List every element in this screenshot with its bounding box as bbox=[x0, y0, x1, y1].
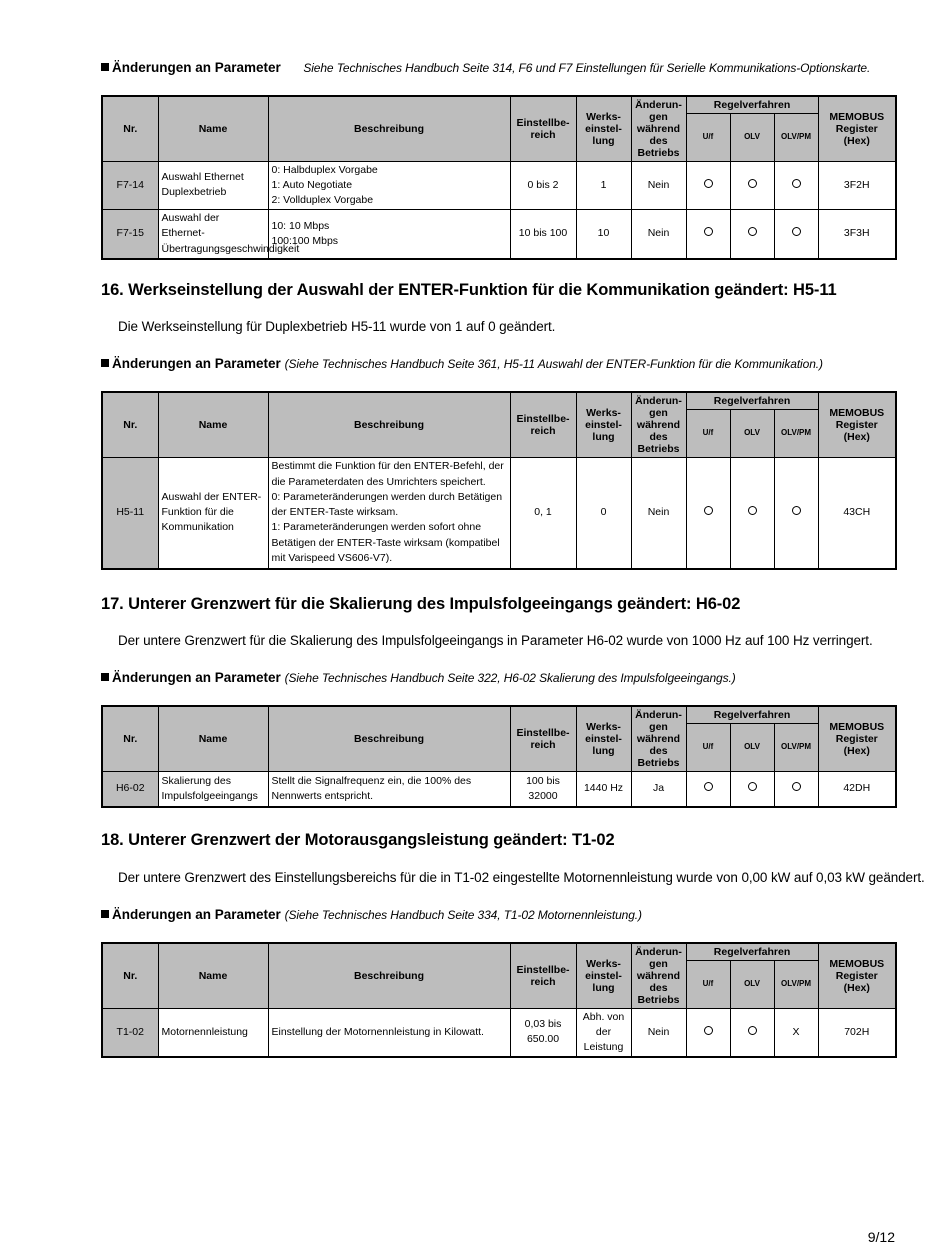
available-circle-icon bbox=[748, 179, 757, 188]
header-olvpm: OLV/PM bbox=[774, 409, 818, 457]
header-olvpm: OLV/PM bbox=[774, 723, 818, 771]
header-memobus: MEMOBUS Register (Hex) bbox=[818, 706, 896, 771]
memobus-register: 42DH bbox=[818, 771, 896, 807]
control-mode-olv bbox=[730, 771, 774, 807]
header-nr: Nr. bbox=[102, 96, 158, 161]
description-line: Einstellung der Motornennleistung in Kilowatt. bbox=[271, 1025, 484, 1038]
param-range: 0,03 bis 650.00 bbox=[510, 1008, 576, 1057]
control-mode-olvpm bbox=[774, 1008, 818, 1057]
bullet-square-icon bbox=[101, 673, 109, 681]
param-change-during-run: Nein bbox=[631, 1008, 686, 1057]
header-uf: U/f bbox=[686, 409, 730, 457]
header-aenderungen: Änderun-gen während des Betriebs bbox=[631, 706, 686, 771]
header-olv: OLV bbox=[730, 409, 774, 457]
param-range: 0 bis 2 bbox=[510, 161, 576, 210]
available-circle-icon bbox=[792, 179, 801, 188]
param-description bbox=[268, 457, 510, 569]
available-circle-icon bbox=[748, 782, 757, 791]
control-mode-olvpm bbox=[774, 210, 818, 259]
control-mode-olv bbox=[730, 1008, 774, 1057]
description-line: 2: Vollduplex Vorgabe bbox=[271, 193, 374, 206]
parameter-table bbox=[101, 942, 897, 1058]
section-heading: 17. Unterer Grenzwert für die Skalierung des Impulsfolgeeingangs geändert: H6-02 bbox=[101, 595, 741, 613]
header-werkseinstellung: Werks-einstel-lung bbox=[576, 392, 631, 457]
control-mode-value: X bbox=[792, 1025, 800, 1038]
header-name: Name bbox=[158, 706, 268, 771]
param-description bbox=[268, 161, 510, 210]
header-aenderungen: Änderun-gen während des Betriebs bbox=[631, 392, 686, 457]
description-line: 10: 10 Mbps bbox=[271, 219, 330, 232]
header-beschreibung: Beschreibung bbox=[268, 706, 510, 771]
param-default: 0 bbox=[576, 457, 631, 569]
param-label: Änderungen an Parameter bbox=[112, 60, 281, 75]
param-change-line bbox=[101, 907, 642, 922]
header-regelverfahren: Regelverfahren bbox=[686, 392, 818, 409]
header-nr: Nr. bbox=[102, 706, 158, 771]
parameter-table bbox=[101, 705, 897, 808]
control-mode-uf bbox=[686, 210, 730, 259]
param-label: Änderungen an Parameter bbox=[112, 670, 281, 685]
manual-reference: (Siehe Technisches Handbuch Seite 322, H6-02 Skalierung des Impulsfolgeeingangs.) bbox=[284, 671, 736, 685]
param-change-during-run: Ja bbox=[631, 771, 686, 807]
manual-reference: (Siehe Technisches Handbuch Seite 334, T1-02 Motornennleistung.) bbox=[284, 908, 642, 922]
control-mode-uf bbox=[686, 1008, 730, 1057]
param-range: 0, 1 bbox=[510, 457, 576, 569]
section-text: Der untere Grenzwert des Einstellungsbereichs für die in T1-02 eingestellte Motornennleistung wurde von 0,00 kW auf 0,03 kW geändert. bbox=[118, 870, 925, 885]
param-change-during-run: Nein bbox=[631, 457, 686, 569]
header-name: Name bbox=[158, 96, 268, 161]
section-text: Der untere Grenzwert für die Skalierung des Impulsfolgeeingangs in Parameter H6-02 wurde von 1000 Hz auf 100 Hz verringert. bbox=[118, 633, 873, 648]
param-name: Auswahl der ENTER-Funktion für die Kommunikation bbox=[158, 457, 268, 569]
available-circle-icon bbox=[704, 782, 713, 791]
section-heading: 18. Unterer Grenzwert der Motorausgangsleistung geändert: T1-02 bbox=[101, 831, 615, 849]
header-olv: OLV bbox=[730, 113, 774, 161]
header-aenderungen: Änderun-gen während des Betriebs bbox=[631, 943, 686, 1008]
param-change-line bbox=[101, 356, 823, 371]
header-olvpm: OLV/PM bbox=[774, 960, 818, 1008]
header-nr: Nr. bbox=[102, 392, 158, 457]
param-description bbox=[268, 771, 510, 807]
param-name: Skalierung des Impulsfolgeeingangs bbox=[158, 771, 268, 807]
header-olv: OLV bbox=[730, 960, 774, 1008]
control-mode-olvpm bbox=[774, 771, 818, 807]
param-range: 100 bis 32000 bbox=[510, 771, 576, 807]
param-default: 1440 Hz bbox=[576, 771, 631, 807]
memobus-register: 43CH bbox=[818, 457, 896, 569]
param-default: 10 bbox=[576, 210, 631, 259]
param-name: Auswahl Ethernet Duplexbetrieb bbox=[158, 161, 268, 210]
control-mode-olvpm bbox=[774, 457, 818, 569]
param-number: T1-02 bbox=[102, 1008, 158, 1057]
header-memobus: MEMOBUS Register (Hex) bbox=[818, 96, 896, 161]
header-olv: OLV bbox=[730, 723, 774, 771]
header-uf: U/f bbox=[686, 723, 730, 771]
description-line: Bestimmt die Funktion für den ENTER-Befehl, der die Parameterdaten des Umrichters speichert. bbox=[271, 460, 504, 488]
description-line: 0: Halbduplex Vorgabe bbox=[271, 163, 378, 176]
header-einstellbereich: Einstellbe-reich bbox=[510, 96, 576, 161]
header-regelverfahren: Regelverfahren bbox=[686, 706, 818, 723]
available-circle-icon bbox=[792, 506, 801, 515]
header-werkseinstellung: Werks-einstel-lung bbox=[576, 706, 631, 771]
param-change-during-run: Nein bbox=[631, 161, 686, 210]
header-werkseinstellung: Werks-einstel-lung bbox=[576, 96, 631, 161]
description-line: 1: Parameteränderungen werden sofort ohne Betätigen der ENTER-Taste wirksam (kompatibel mit Varispeed VS606-V7). bbox=[271, 521, 500, 564]
header-olvpm: OLV/PM bbox=[774, 113, 818, 161]
header-name: Name bbox=[158, 392, 268, 457]
param-range: 10 bis 100 bbox=[510, 210, 576, 259]
control-mode-uf bbox=[686, 771, 730, 807]
table-row bbox=[102, 210, 896, 259]
header-regelverfahren: Regelverfahren bbox=[686, 96, 818, 113]
memobus-register: 3F2H bbox=[818, 161, 896, 210]
header-uf: U/f bbox=[686, 113, 730, 161]
param-name: Motornennleistung bbox=[158, 1008, 268, 1057]
header-einstellbereich: Einstellbe-reich bbox=[510, 392, 576, 457]
parameter-table bbox=[101, 391, 897, 570]
param-label: Änderungen an Parameter bbox=[112, 907, 281, 922]
available-circle-icon bbox=[704, 1026, 713, 1035]
param-name: Auswahl der Ethernet-Übertragungsgeschwindigkeit bbox=[158, 210, 268, 259]
control-mode-olv bbox=[730, 161, 774, 210]
parameter-table bbox=[101, 95, 897, 260]
control-mode-olv bbox=[730, 457, 774, 569]
param-label: Änderungen an Parameter bbox=[112, 356, 281, 371]
available-circle-icon bbox=[792, 782, 801, 791]
control-mode-olv bbox=[730, 210, 774, 259]
available-circle-icon bbox=[748, 506, 757, 515]
section-heading: 16. Werkseinstellung der Auswahl der ENTER-Funktion für die Kommunikation geändert: H5-11 bbox=[101, 281, 837, 299]
available-circle-icon bbox=[748, 1026, 757, 1035]
param-number: H5-11 bbox=[102, 457, 158, 569]
header-name: Name bbox=[158, 943, 268, 1008]
header-memobus: MEMOBUS Register (Hex) bbox=[818, 943, 896, 1008]
param-change-line bbox=[101, 670, 736, 685]
available-circle-icon bbox=[704, 179, 713, 188]
available-circle-icon bbox=[748, 227, 757, 236]
description-line: Stellt die Signalfrequenz ein, die 100% des Nennwerts entspricht. bbox=[271, 774, 472, 802]
memobus-register: 702H bbox=[818, 1008, 896, 1057]
control-mode-uf bbox=[686, 457, 730, 569]
control-mode-olvpm bbox=[774, 161, 818, 210]
header-nr: Nr. bbox=[102, 943, 158, 1008]
table-row bbox=[102, 161, 896, 210]
header-einstellbereich: Einstellbe-reich bbox=[510, 706, 576, 771]
bullet-square-icon bbox=[101, 359, 109, 367]
table-row bbox=[102, 771, 896, 807]
page-number: 9/12 bbox=[867, 1229, 895, 1245]
param-description bbox=[268, 210, 510, 259]
header-aenderungen: Änderun-gen während des Betriebs bbox=[631, 96, 686, 161]
description-line: 1: Auto Negotiate bbox=[271, 178, 353, 191]
param-default: 1 bbox=[576, 161, 631, 210]
available-circle-icon bbox=[792, 227, 801, 236]
available-circle-icon bbox=[704, 227, 713, 236]
header-beschreibung: Beschreibung bbox=[268, 943, 510, 1008]
bullet-square-icon bbox=[101, 63, 109, 71]
header-werkseinstellung: Werks-einstel-lung bbox=[576, 943, 631, 1008]
param-change-during-run: Nein bbox=[631, 210, 686, 259]
header-beschreibung: Beschreibung bbox=[268, 392, 510, 457]
manual-reference: Siehe Technisches Handbuch Seite 314, F6 und F7 Einstellungen für Serielle Kommunikations-Optionskarte. bbox=[303, 61, 871, 75]
header-memobus: MEMOBUS Register (Hex) bbox=[818, 392, 896, 457]
description-line: 0: Parameteränderungen werden durch Betätigen der ENTER-Taste wirksam. bbox=[271, 490, 503, 519]
param-number: H6-02 bbox=[102, 771, 158, 807]
bullet-square-icon bbox=[101, 910, 109, 918]
memobus-register: 3F3H bbox=[818, 210, 896, 259]
header-uf: U/f bbox=[686, 960, 730, 1008]
table-row bbox=[102, 457, 896, 569]
header-regelverfahren: Regelverfahren bbox=[686, 943, 818, 960]
control-mode-uf bbox=[686, 161, 730, 210]
param-number: F7-14 bbox=[102, 161, 158, 210]
available-circle-icon bbox=[704, 506, 713, 515]
header-beschreibung: Beschreibung bbox=[268, 96, 510, 161]
param-default: Abh. von der Leistung bbox=[576, 1008, 631, 1057]
section-text: Die Werkseinstellung für Duplexbetrieb H5-11 wurde von 1 auf 0 geändert. bbox=[118, 319, 556, 334]
param-number: F7-15 bbox=[102, 210, 158, 259]
manual-reference: (Siehe Technisches Handbuch Seite 361, H5-11 Auswahl der ENTER-Funktion für die Kommunikation.) bbox=[284, 357, 823, 371]
description-line: 100:100 Mbps bbox=[271, 234, 339, 247]
param-change-line bbox=[101, 60, 870, 75]
header-einstellbereich: Einstellbe-reich bbox=[510, 943, 576, 1008]
param-description bbox=[268, 1008, 510, 1057]
table-row bbox=[102, 1008, 896, 1057]
